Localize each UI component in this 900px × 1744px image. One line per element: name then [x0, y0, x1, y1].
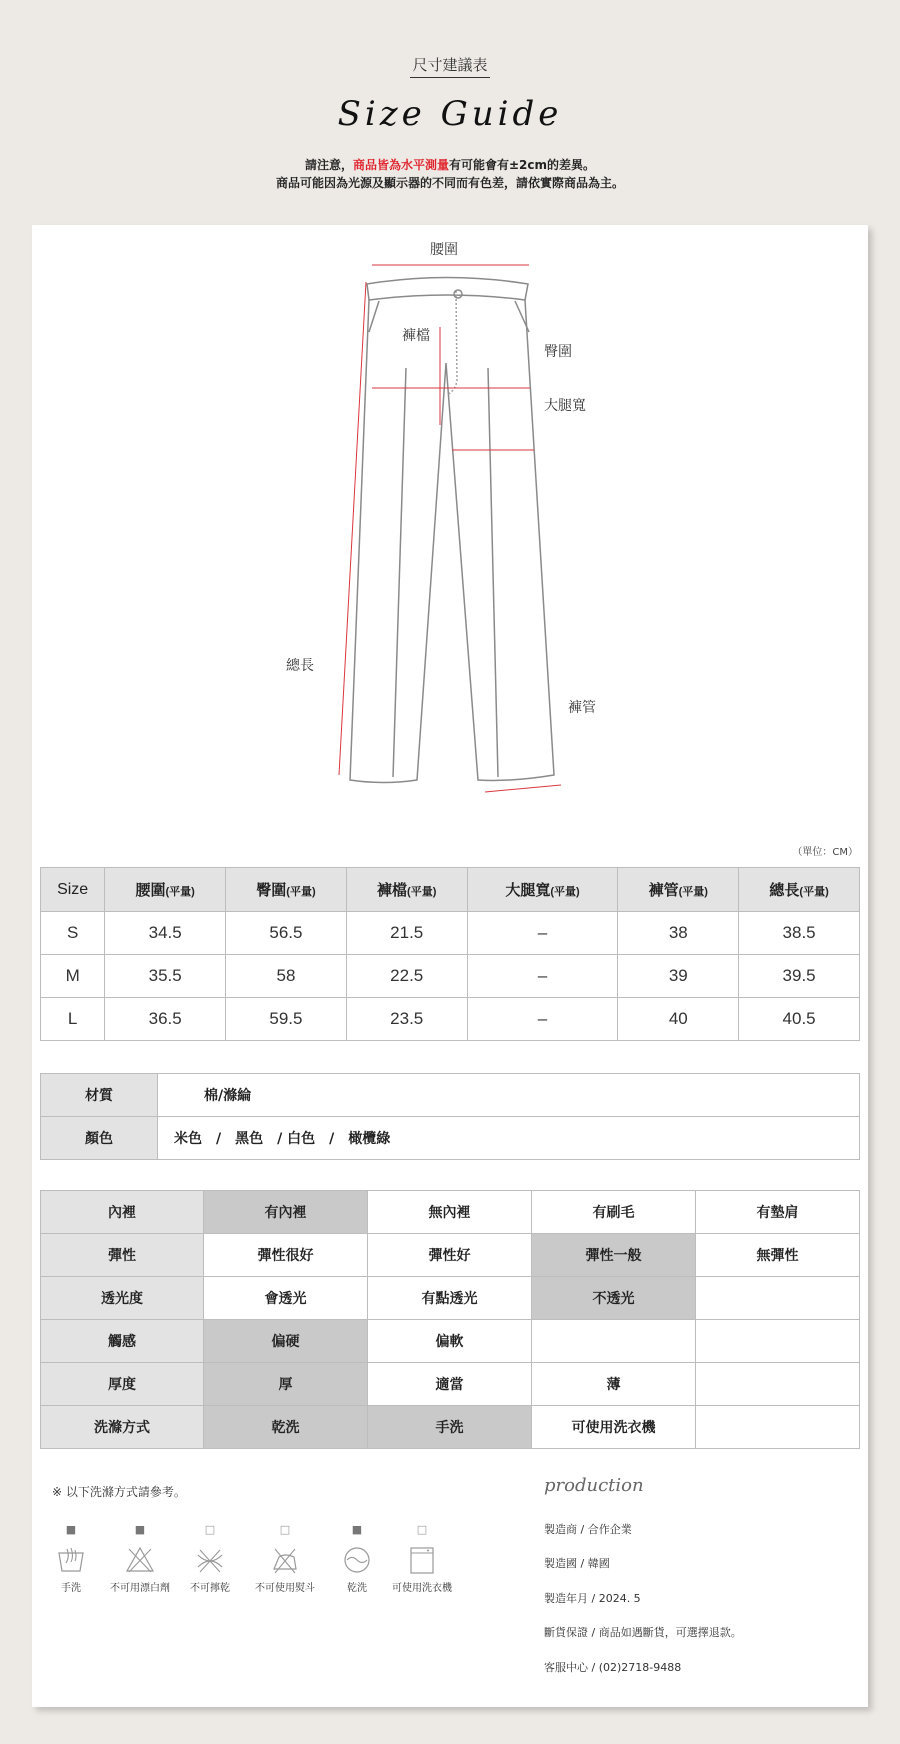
attribute-option: 無彈性 [696, 1234, 860, 1277]
care-checkbox-icon: □ [416, 1523, 428, 1536]
size-header-corner: Size [41, 868, 105, 912]
attribute-option: 彈性很好 [204, 1234, 368, 1277]
attribute-label: 洗滌方式 [41, 1406, 204, 1449]
attribute-option-selected: 厚 [204, 1363, 368, 1406]
page-title: Size Guide [337, 94, 563, 134]
attribute-option-selected: 乾洗 [204, 1406, 368, 1449]
attribute-option: 無內裡 [368, 1191, 532, 1234]
attribute-row [41, 1320, 860, 1363]
color-value: 米色 / 黑色 / 白色 / 橄欖綠 [158, 1117, 860, 1160]
care-checkbox-icon: ■ [351, 1523, 363, 1536]
no-iron-icon [270, 1545, 300, 1575]
measurement-cell: 39 [618, 955, 739, 998]
size-header-label: 總長 [769, 882, 800, 899]
production-logo: production [544, 1475, 644, 1496]
care-caption: 可使用洗衣機 [392, 1583, 452, 1594]
size-header-suffix: (平量) [286, 886, 316, 898]
material-label: 材質 [41, 1074, 158, 1117]
hand-wash-icon [56, 1545, 86, 1575]
attribute-option: 彈性好 [368, 1234, 532, 1277]
care-caption: 不可擰乾 [190, 1583, 230, 1594]
attribute-option: 有墊肩 [696, 1191, 860, 1234]
note-highlight: 商品皆為水平測量 [352, 158, 449, 172]
manufacturer-line: 製造商 / 合作企業 [544, 1523, 632, 1536]
size-cell: S [41, 912, 105, 955]
attribute-option-selected: 彈性一般 [532, 1234, 696, 1277]
no-wring-icon [195, 1545, 225, 1575]
measurement-cell: 36.5 [105, 998, 226, 1041]
size-header-5 [739, 868, 860, 912]
policy-line: 斷貨保證 / 商品如遇斷貨，可選擇退款。 [544, 1626, 742, 1639]
pants-diagram [32, 225, 868, 845]
label-hem: 褲管 [568, 700, 596, 716]
attribute-option-selected: 不透光 [532, 1277, 696, 1320]
size-header-label: 臀圍 [256, 882, 287, 899]
material-table [40, 1073, 860, 1160]
attribute-label: 觸感 [41, 1320, 204, 1363]
label-hip: 臀圍 [544, 344, 572, 360]
measurement-note [0, 156, 900, 173]
attribute-option-selected: 有內裡 [204, 1191, 368, 1234]
unit-label: （單位：CM） [792, 847, 858, 858]
measurement-cell: 35.5 [105, 955, 226, 998]
measurement-cell: – [467, 955, 618, 998]
attribute-option: 會透光 [204, 1277, 368, 1320]
size-guide-card [32, 225, 868, 1707]
measurement-cell: 23.5 [346, 998, 467, 1041]
label-thigh: 大腿寬 [544, 398, 586, 414]
attribute-row [41, 1406, 860, 1449]
size-cell: L [41, 998, 105, 1041]
label-rise: 褲檔 [402, 328, 430, 344]
measurement-cell: 38.5 [739, 912, 860, 955]
attribute-label: 透光度 [41, 1277, 204, 1320]
attribute-option [696, 1363, 860, 1406]
attribute-option [696, 1406, 860, 1449]
size-table [40, 867, 860, 1041]
attribute-option-selected: 手洗 [368, 1406, 532, 1449]
care-item [105, 1523, 175, 1594]
size-header-suffix: (平量) [550, 886, 580, 898]
attribute-option: 適當 [368, 1363, 532, 1406]
size-row [41, 998, 860, 1041]
service-line: 客服中心 / (02)2718-9488 [544, 1661, 682, 1674]
dry-clean-icon [342, 1545, 372, 1575]
measurement-cell: 34.5 [105, 912, 226, 955]
attribute-option [532, 1320, 696, 1363]
care-item [387, 1523, 457, 1594]
header [0, 0, 900, 225]
measurement-cell: 59.5 [226, 998, 347, 1041]
size-header-suffix: (平量) [165, 886, 195, 898]
attribute-option: 偏軟 [368, 1320, 532, 1363]
attribute-row [41, 1363, 860, 1406]
attribute-option: 有點透光 [368, 1277, 532, 1320]
no-bleach-icon [125, 1545, 155, 1575]
care-checkbox-icon: ■ [65, 1523, 77, 1536]
note-prefix: 請注意， [304, 158, 353, 172]
measurement-cell: 56.5 [226, 912, 347, 955]
attribute-option [696, 1320, 860, 1363]
attribute-table [40, 1190, 860, 1449]
attribute-option: 有刷毛 [532, 1191, 696, 1234]
measurement-cell: – [467, 912, 618, 955]
attribute-label: 內裡 [41, 1191, 204, 1234]
size-header-0 [105, 868, 226, 912]
attribute-row [41, 1191, 860, 1234]
attribute-label: 厚度 [41, 1363, 204, 1406]
care-item [322, 1523, 392, 1594]
attribute-option: 可使用洗衣機 [532, 1406, 696, 1449]
care-note: ※ 以下洗滌方式請參考。 [52, 1485, 186, 1499]
measurement-cell: 39.5 [739, 955, 860, 998]
measurement-cell: – [467, 998, 618, 1041]
size-header-suffix: (平量) [678, 886, 708, 898]
size-header-label: 大腿寬 [505, 882, 551, 899]
color-label: 顏色 [41, 1117, 158, 1160]
label-waist: 腰圍 [430, 242, 458, 258]
size-header-suffix: (平量) [799, 886, 829, 898]
pants-illustration [32, 225, 868, 845]
size-header-4 [618, 868, 739, 912]
care-caption: 乾洗 [347, 1583, 367, 1594]
date-line: 製造年月 / 2024. 5 [544, 1592, 641, 1605]
size-header-label: 腰圍 [135, 882, 166, 899]
size-row [41, 955, 860, 998]
size-cell: M [41, 955, 105, 998]
size-header-3 [467, 868, 618, 912]
care-checkbox-icon: ■ [134, 1523, 146, 1536]
size-header-suffix: (平量) [407, 886, 437, 898]
care-checkbox-icon: □ [204, 1523, 216, 1536]
size-row [41, 912, 860, 955]
size-header-2 [346, 868, 467, 912]
measurement-cell: 38 [618, 912, 739, 955]
color-row [41, 1117, 860, 1160]
washing-machine-icon [407, 1545, 437, 1575]
measurement-cell: 21.5 [346, 912, 467, 955]
care-item [36, 1523, 106, 1594]
hem-line [485, 785, 561, 792]
label-length: 總長 [286, 658, 314, 674]
kicker [0, 54, 900, 75]
size-header-label: 褲檔 [377, 882, 408, 899]
care-checkbox-icon: □ [279, 1523, 291, 1536]
care-item [250, 1523, 320, 1594]
attribute-label: 彈性 [41, 1234, 204, 1277]
measurement-cell: 22.5 [346, 955, 467, 998]
size-header-1 [226, 868, 347, 912]
material-value: 棉/滌綸 [158, 1074, 860, 1117]
size-header-label: 褲管 [648, 882, 679, 899]
attribute-option-selected: 偏硬 [204, 1320, 368, 1363]
country-line: 製造國 / 韓國 [544, 1557, 610, 1570]
care-caption: 不可用漂白劑 [110, 1583, 170, 1594]
attribute-row [41, 1277, 860, 1320]
size-header-row [41, 868, 860, 912]
care-caption: 不可使用熨斗 [255, 1583, 315, 1594]
attribute-row [41, 1234, 860, 1277]
material-row [41, 1074, 860, 1117]
color-note: 商品可能因為光源及顯示器的不同而有色差，請依實際商品為主。 [275, 176, 624, 190]
care-item [175, 1523, 245, 1594]
measurement-cell: 40 [618, 998, 739, 1041]
attribute-option [696, 1277, 860, 1320]
waistband-shape [367, 278, 528, 301]
care-caption: 手洗 [61, 1583, 81, 1594]
note-suffix: 有可能會有±2cm的差異。 [449, 158, 596, 172]
pants-outline [350, 300, 554, 783]
measurement-cell: 58 [226, 955, 347, 998]
attribute-option: 薄 [532, 1363, 696, 1406]
measurement-cell: 40.5 [739, 998, 860, 1041]
kicker-text: 尺寸建議表 [410, 56, 489, 78]
